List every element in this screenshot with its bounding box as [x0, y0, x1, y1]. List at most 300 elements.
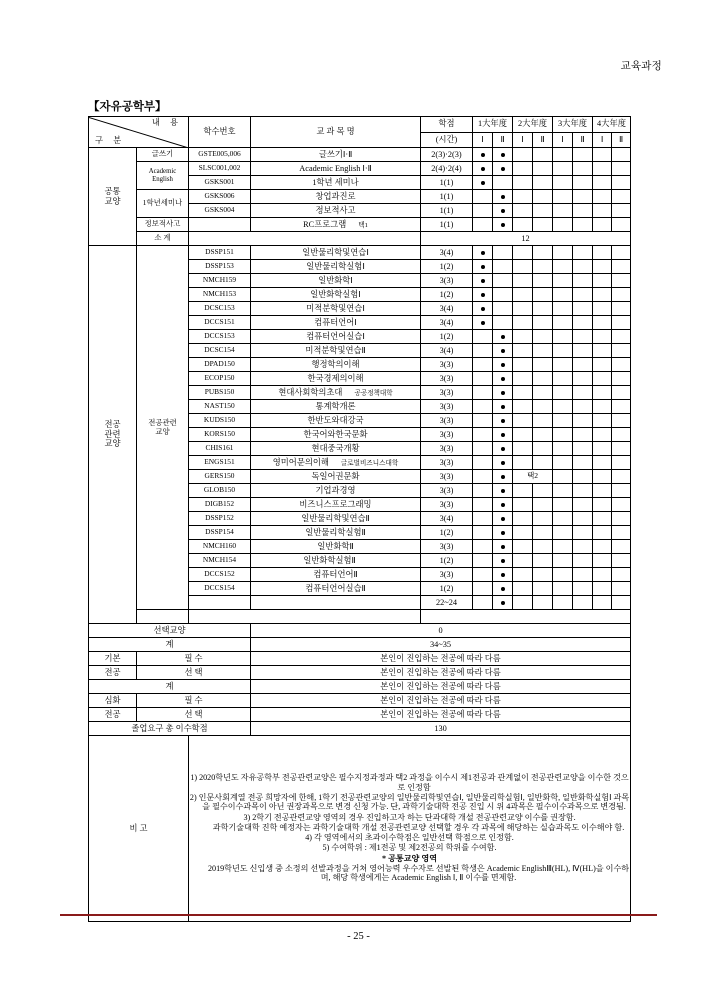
header-sem-4-1: Ⅰ: [593, 132, 612, 148]
mark-1-1: [473, 190, 493, 204]
header-division-label: 구 분: [95, 136, 126, 146]
mark-1-2: [493, 372, 513, 386]
mark-4-2: [612, 218, 631, 232]
course-code: KUDS150: [189, 414, 251, 428]
course-name: 한반도와대강국: [251, 414, 421, 428]
course-credit: 3(3): [421, 274, 473, 288]
mark-4-1: [593, 596, 612, 610]
remark-3-sub: 과학기술대학 진학 예정자는 과학기술대학 개설 전공관련교양 선택할 경우 각 과목에 해당하는 실습과목도 이수해야 함.: [212, 822, 625, 832]
mark-4-1: [593, 456, 612, 470]
mark-3-2: [573, 372, 593, 386]
course-code: KORS150: [189, 428, 251, 442]
summary-row-basic-elective: [89, 666, 631, 680]
mark-4-1: [593, 554, 612, 568]
course-name: 1학년 세미나: [251, 176, 421, 190]
mark-1-1: [473, 176, 493, 190]
mark-2-2: [533, 456, 553, 470]
mark-1-2: [493, 358, 513, 372]
course-code: DSSP151: [189, 246, 251, 260]
header-sem-2-1: Ⅰ: [513, 132, 533, 148]
course-code: NMCH159: [189, 274, 251, 288]
mark-1-1: [473, 470, 493, 484]
course-name-text: 영미어문의이해: [272, 457, 329, 467]
mark-2-2: [533, 512, 553, 526]
course-credit: 3(4): [421, 512, 473, 526]
course-name: 비즈니스프로그래밍: [251, 498, 421, 512]
mark-2-2: [533, 344, 553, 358]
mark-2-2: [533, 176, 553, 190]
course-credit: 3(3): [421, 372, 473, 386]
mark-4-2: [612, 456, 631, 470]
header-content-label: 내 용: [151, 118, 182, 127]
mark-4-1: [593, 526, 612, 540]
mark-2-2: [533, 330, 553, 344]
summary-label-1: 전공: [89, 708, 137, 722]
mark-3-1: [553, 148, 573, 162]
mark-2-1: [513, 358, 533, 372]
mark-2-1: [513, 428, 533, 442]
course-code: ECOP150: [189, 372, 251, 386]
header-sem-4-2: Ⅱ: [612, 132, 631, 148]
mark-1-1: [473, 246, 493, 260]
mark-1-1: [473, 414, 493, 428]
mark-2-1: [513, 260, 533, 274]
summary-label-2: 선 택: [137, 708, 251, 722]
remark-3: 3) 2학기 전공관련교양 영역의 경우 진입하고자 하는 단과대학 개설 전공관련교양 이수를 권장함.: [243, 812, 576, 822]
mark-3-2: [573, 456, 593, 470]
mark-3-2: [573, 526, 593, 540]
course-code: SLSC001,002: [189, 162, 251, 176]
mark-3-1: [553, 302, 573, 316]
table-row-subtotal: [89, 610, 631, 624]
course-credit: 3(3): [421, 442, 473, 456]
mark-3-2: [573, 162, 593, 176]
mark-1-2: [493, 274, 513, 288]
summary-label-2: 필 수: [137, 652, 251, 666]
course-name: 일반물리학및연습Ⅰ: [251, 246, 421, 260]
mark-3-2: [573, 316, 593, 330]
course-code: DSSP152: [189, 512, 251, 526]
mark-4-1: [593, 148, 612, 162]
mark-4-1: [593, 302, 612, 316]
course-name: 컴퓨터언어Ⅰ: [251, 316, 421, 330]
mark-2-1: [513, 162, 533, 176]
mark-1-1: [473, 512, 493, 526]
mark-2-1: [513, 288, 533, 302]
mark-2-2: [533, 302, 553, 316]
course-name-text: 현대사회학의초대: [278, 387, 343, 397]
mark-2-1: [513, 190, 533, 204]
mark-2-1: [513, 582, 533, 596]
mark-3-1: [553, 260, 573, 274]
mark-4-1: [593, 386, 612, 400]
mark-2-2: [533, 582, 553, 596]
summary-label-1: 전공: [89, 666, 137, 680]
summary-label-1: 기본: [89, 652, 137, 666]
summary-row-advanced-required: [89, 694, 631, 708]
mark-4-2: [612, 316, 631, 330]
mark-2-2: [533, 316, 553, 330]
course-credit: 1(2): [421, 526, 473, 540]
mark-4-1: [593, 582, 612, 596]
mark-2-1: [513, 316, 533, 330]
mark-2-2: [533, 218, 553, 232]
mark-1-2: [493, 246, 513, 260]
mark-1-2: [493, 162, 513, 176]
summary-row-basic-total: [89, 680, 631, 694]
mark-1-1: [473, 204, 493, 218]
mark-4-2: [612, 386, 631, 400]
mark-1-1: [473, 330, 493, 344]
course-code: DSSP154: [189, 526, 251, 540]
course-name: 한국경제의이해: [251, 372, 421, 386]
mark-1-1: [473, 344, 493, 358]
mark-4-1: [593, 400, 612, 414]
mark-1-2: [493, 428, 513, 442]
course-code: DCCS151: [189, 316, 251, 330]
mark-1-1: [473, 372, 493, 386]
mark-4-2: [612, 498, 631, 512]
mark-2-2: [533, 428, 553, 442]
header-course-code: 학수번호: [189, 117, 251, 148]
mark-4-2: [612, 582, 631, 596]
mark-3-1: [553, 176, 573, 190]
course-credit: 3(3): [421, 414, 473, 428]
mark-4-1: [593, 274, 612, 288]
subtotal-blank: [189, 232, 421, 246]
summary-value: 본인이 진입하는 전공에 따라 다름: [251, 680, 631, 694]
mark-4-1: [593, 512, 612, 526]
mark-1-1: [473, 484, 493, 498]
mark-4-2: [612, 288, 631, 302]
mark-2-1: [513, 512, 533, 526]
mark-4-1: [593, 218, 612, 232]
subtotal-blank: [189, 610, 421, 624]
header-year-3: 3大年度: [553, 117, 593, 133]
course-name-text: RC프로그램: [303, 219, 347, 229]
course-code: NMCH160: [189, 540, 251, 554]
table-row: [89, 218, 631, 232]
remark-1: 1) 2020학년도 자유공학부 전공관련교양은 필수지정과정과 택2 과정을 이수시 제1전공과 관계없이 전공관련교양을 이수한 것으로 인정함: [190, 773, 629, 792]
mark-3-2: [573, 344, 593, 358]
mark-3-2: [573, 582, 593, 596]
mark-3-2: [573, 386, 593, 400]
mark-3-2: [573, 568, 593, 582]
mark-1-1: [473, 596, 493, 610]
header-sem-1-2: Ⅱ: [493, 132, 513, 148]
course-name: 현대중국개황: [251, 442, 421, 456]
header-credits-sub: (시간): [421, 132, 473, 148]
course-name: 컴퓨터언어Ⅱ: [251, 568, 421, 582]
mark-1-2: [493, 344, 513, 358]
course-code: GSKS006: [189, 190, 251, 204]
mark-4-2: [612, 358, 631, 372]
selection-label-taek2: 택2: [513, 470, 553, 484]
mark-1-1: [473, 428, 493, 442]
mark-1-2: [493, 596, 513, 610]
course-code: DCSC153: [189, 302, 251, 316]
mark-4-1: [593, 568, 612, 582]
mark-4-1: [593, 330, 612, 344]
summary-row-graduation-total: [89, 722, 631, 736]
mark-3-1: [553, 330, 573, 344]
header-sem-2-2: Ⅱ: [533, 132, 553, 148]
mark-2-2: [533, 568, 553, 582]
mark-3-2: [573, 302, 593, 316]
course-code: GSKS001: [189, 176, 251, 190]
mark-3-2: [573, 428, 593, 442]
mark-3-1: [553, 400, 573, 414]
mark-1-2: [493, 260, 513, 274]
header-category-cell: [89, 117, 189, 148]
course-credit: 1(2): [421, 260, 473, 274]
mark-1-1: [473, 274, 493, 288]
course-code: DCCS152: [189, 568, 251, 582]
course-code: NMCH153: [189, 288, 251, 302]
course-code: GERS150: [189, 470, 251, 484]
course-credit: 3(3): [421, 568, 473, 582]
course-name: [251, 554, 421, 568]
course-credit: 3(3): [421, 400, 473, 414]
course-credit: 1(1): [421, 204, 473, 218]
course-name: 일반화학Ⅱ: [251, 540, 421, 554]
mark-2-1: [513, 456, 533, 470]
remark-common-liberal-heading: * 공통교양 영역: [382, 853, 438, 863]
course-name: 일반물리학실험Ⅰ: [251, 260, 421, 274]
table-body: [89, 148, 631, 922]
mark-1-2: [493, 148, 513, 162]
subgroup-academic-english: Academic English: [137, 162, 189, 190]
remark-common-liberal-body: 2019학년도 신입생 중 소정의 선발과정을 거쳐 영어능력 우수자로 선발된 학생은 Academic EnglishⅢ(HL), Ⅳ(HL)을 이수하며, 해당 학생에게는 Academic English Ⅰ, Ⅱ 이수를 면제함.: [207, 864, 630, 883]
curriculum-table: [88, 116, 631, 922]
subgroup-freshman-seminar: 1학년세미나: [137, 190, 189, 218]
course-name: 글쓰기Ⅰ·Ⅱ: [251, 148, 421, 162]
summary-row-elective-liberal: [89, 624, 631, 638]
mark-4-2: [612, 274, 631, 288]
mark-1-1: [473, 540, 493, 554]
mark-4-1: [593, 316, 612, 330]
course-credit: 3(3): [421, 456, 473, 470]
mark-3-1: [553, 274, 573, 288]
mark-3-2: [573, 330, 593, 344]
mark-3-1: [553, 498, 573, 512]
course-name: 일반물리학실험Ⅱ: [251, 526, 421, 540]
summary-label: 졸업요구 총 이수학점: [89, 722, 251, 736]
course-code: CHIS161: [189, 442, 251, 456]
course-credit: 1(2): [421, 554, 473, 568]
mark-2-2: [533, 400, 553, 414]
mark-4-1: [593, 190, 612, 204]
mark-2-1: [513, 274, 533, 288]
mark-3-1: [553, 540, 573, 554]
remark-2: 2) 인문사회계열 전공 희망자에 한해, 1학기 전공관련교양의 일반물리학및연습Ⅰ, 일반물리학실험Ⅰ, 일반화학, 일반화학실험Ⅰ 과목을 필수이수과목이 아닌 권장과목으로 변경 신청 가능. 단, 과학기술대학 전공 진입 시 위 4과목은 필수이수과목으로 변경됨.: [189, 792, 630, 812]
mark-1-2: [493, 470, 513, 484]
group-major-related: [89, 246, 137, 624]
mark-3-1: [553, 288, 573, 302]
mark-1-2: [493, 456, 513, 470]
subgroup-writing: 글쓰기: [137, 148, 189, 162]
mark-4-2: [612, 442, 631, 456]
summary-value: 본인이 진입하는 전공에 따라 다름: [251, 708, 631, 722]
mark-2-1: [513, 442, 533, 456]
course-credit: 3(3): [421, 358, 473, 372]
course-code: DCCS154: [189, 582, 251, 596]
mark-1-1: [473, 400, 493, 414]
course-name: [251, 386, 421, 400]
mark-3-2: [573, 260, 593, 274]
summary-label-1: 심화: [89, 694, 137, 708]
course-credit: 3(4): [421, 246, 473, 260]
mark-2-2: [533, 204, 553, 218]
course-name: [251, 218, 421, 232]
course-credit: 1(1): [421, 190, 473, 204]
mark-1-2: [493, 498, 513, 512]
course-credit: 3(4): [421, 316, 473, 330]
course-code: GLOB150: [189, 484, 251, 498]
course-note: 공공정책대학: [354, 389, 393, 397]
summary-value: 130: [251, 722, 631, 736]
course-code: PUBS150: [189, 386, 251, 400]
header-sem-1-1: Ⅰ: [473, 132, 493, 148]
mark-3-1: [553, 470, 573, 484]
mark-3-2: [573, 358, 593, 372]
summary-value: 0: [251, 624, 631, 638]
mark-4-1: [593, 428, 612, 442]
mark-1-1: [473, 148, 493, 162]
mark-3-1: [553, 582, 573, 596]
summary-value: 본인이 진입하는 전공에 따라 다름: [251, 666, 631, 680]
course-credit: 2(3)·2(3): [421, 148, 473, 162]
course-code: [189, 218, 251, 232]
course-code: DCCS153: [189, 330, 251, 344]
mark-4-1: [593, 344, 612, 358]
mark-2-1: [513, 330, 533, 344]
course-name: 미적분학및연습Ⅰ: [251, 302, 421, 316]
mark-3-1: [553, 386, 573, 400]
mark-1-1: [473, 218, 493, 232]
mark-1-1: [473, 498, 493, 512]
mark-3-2: [573, 596, 593, 610]
course-name: 행정학의이해: [251, 358, 421, 372]
mark-4-2: [612, 148, 631, 162]
mark-3-1: [553, 358, 573, 372]
mark-2-2: [533, 386, 553, 400]
mark-2-2: [533, 526, 553, 540]
course-name: 한국어와한국문화: [251, 428, 421, 442]
mark-2-2: [533, 554, 553, 568]
mark-4-2: [612, 512, 631, 526]
mark-3-2: [573, 190, 593, 204]
course-credit: 3(3): [421, 484, 473, 498]
mark-1-2: [493, 316, 513, 330]
course-name: [251, 456, 421, 470]
mark-1-2: [493, 484, 513, 498]
mark-1-2: [493, 302, 513, 316]
summary-value: 34~35: [251, 638, 631, 652]
mark-1-2: [493, 554, 513, 568]
mark-3-2: [573, 484, 593, 498]
mark-3-1: [553, 190, 573, 204]
summary-value: 본인이 진입하는 전공에 따라 다름: [251, 694, 631, 708]
course-credit: 1(2): [421, 582, 473, 596]
course-code: DPAD150: [189, 358, 251, 372]
mark-2-2: [533, 288, 553, 302]
mark-3-1: [553, 204, 573, 218]
mark-2-1: [513, 176, 533, 190]
mark-4-2: [612, 204, 631, 218]
mark-3-2: [573, 400, 593, 414]
mark-4-2: [612, 246, 631, 260]
course-credit: 1(1): [421, 176, 473, 190]
remarks-label: 비 고: [89, 736, 189, 922]
summary-label-2: 필 수: [137, 694, 251, 708]
header-year-4: 4大年度: [593, 117, 631, 133]
mark-3-1: [553, 554, 573, 568]
mark-3-1: [553, 526, 573, 540]
course-credit: 3(3): [421, 540, 473, 554]
summary-label: 계: [89, 638, 251, 652]
group-major-related-line1: 전공: [104, 420, 121, 430]
course-note: 택1: [358, 221, 368, 229]
mark-4-1: [593, 540, 612, 554]
mark-2-1: [513, 540, 533, 554]
mark-4-1: [593, 288, 612, 302]
course-code: DIGB152: [189, 498, 251, 512]
course-code: ENGS151: [189, 456, 251, 470]
mark-1-2: [493, 386, 513, 400]
mark-1-2: [493, 330, 513, 344]
mark-2-1: [513, 498, 533, 512]
mark-4-2: [612, 526, 631, 540]
mark-2-1: [513, 414, 533, 428]
mark-2-1: [513, 568, 533, 582]
mark-4-1: [593, 260, 612, 274]
mark-4-1: [593, 470, 612, 484]
mark-2-2: [533, 540, 553, 554]
mark-1-2: [493, 540, 513, 554]
mark-2-2: [533, 442, 553, 456]
mark-3-1: [553, 316, 573, 330]
summary-row-advanced-elective: [89, 708, 631, 722]
mark-3-2: [573, 274, 593, 288]
mark-2-2: [533, 498, 553, 512]
mark-2-2: [533, 484, 553, 498]
summary-label-2: 선 택: [137, 666, 251, 680]
subgroup-info-thinking: 정보적사고: [137, 218, 189, 232]
mark-3-1: [553, 162, 573, 176]
course-credit: 22~24: [421, 596, 473, 610]
mark-3-2: [573, 442, 593, 456]
course-credit: 1(2): [421, 288, 473, 302]
table-row: [89, 148, 631, 162]
course-credit: 3(3): [421, 386, 473, 400]
course-credit: 1(2): [421, 330, 473, 344]
mark-4-1: [593, 484, 612, 498]
course-code: DCSC154: [189, 344, 251, 358]
table-row: [89, 190, 631, 204]
mark-3-1: [553, 512, 573, 526]
summary-row-total-liberal: [89, 638, 631, 652]
mark-1-1: [473, 302, 493, 316]
header-year-2: 2大年度: [513, 117, 553, 133]
remarks-content: [189, 736, 631, 922]
mark-1-1: [473, 526, 493, 540]
group-common-liberal-line1: 공통: [104, 186, 121, 196]
mark-4-1: [593, 176, 612, 190]
mark-3-1: [553, 596, 573, 610]
mark-3-2: [573, 512, 593, 526]
mark-2-2: [533, 596, 553, 610]
